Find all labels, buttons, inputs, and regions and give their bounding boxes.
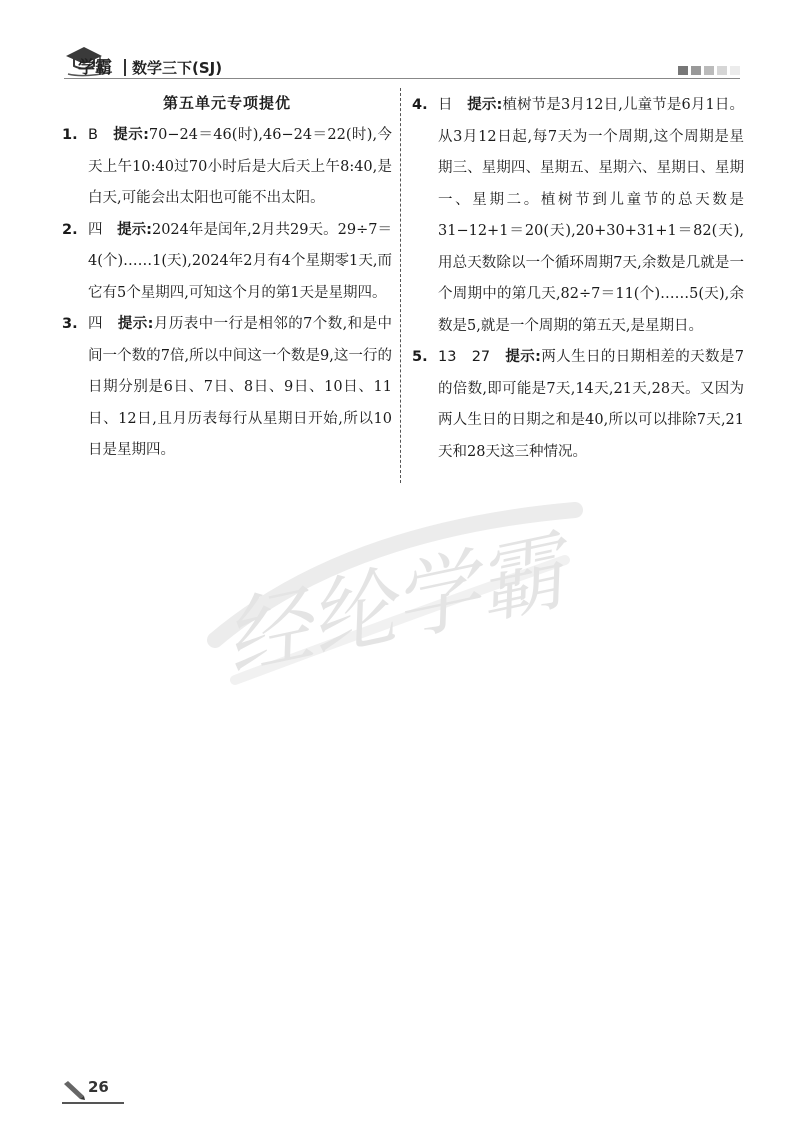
pencil-icon bbox=[62, 1080, 86, 1100]
header-separator bbox=[124, 59, 126, 76]
answer-value: B bbox=[88, 127, 98, 143]
footer-rule bbox=[62, 1102, 124, 1104]
answer-item-4 bbox=[412, 90, 744, 342]
book-title: 数学三下(SJ) bbox=[132, 59, 223, 77]
item-number: 5. bbox=[412, 349, 428, 365]
logo-text: 学霸 bbox=[78, 58, 112, 78]
answer-item-3 bbox=[62, 309, 392, 467]
hint-label: 提示: bbox=[467, 97, 503, 113]
left-column bbox=[62, 90, 392, 467]
item-number: 1. bbox=[62, 127, 78, 143]
header-decoration bbox=[678, 66, 740, 75]
answer-value: 四 bbox=[88, 221, 103, 238]
page-footer bbox=[62, 1076, 132, 1106]
hint-text: 月历表中一行是相邻的7个数,和是中间一个数的7倍,所以中间这一个数是9,这一行的日期分别是6日、7日、8日、9日、10日、11日、12日,且月历表每行从星期日开始,所以10日是星期四。 bbox=[88, 316, 392, 458]
header-rule bbox=[64, 78, 740, 79]
column-divider bbox=[400, 88, 401, 483]
item-number: 2. bbox=[62, 221, 78, 238]
brand-logo bbox=[64, 44, 118, 78]
answer-value: 日 bbox=[438, 97, 453, 113]
hint-text: 两人生日的日期相差的天数是7的倍数,即可能是7天,14天,21天,28天。又因为两人生日的日期之和是40,所以可以排除7天,21天和28天这三种情况。 bbox=[438, 349, 744, 460]
hint-text: 70−24＝46(时),46−24＝22(时),今天上午10:40过70小时后是大后天上午8:40,是白天,可能会出太阳也可能不出太阳。 bbox=[88, 127, 392, 206]
hint-label: 提示: bbox=[113, 127, 149, 143]
answer-item-2 bbox=[62, 215, 392, 310]
hint-text: 植树节是3月12日,儿童节是6月1日。从3月12日起,每7天为一个周期,这个周期是星期三、星期四、星期五、星期六、星期日、星期一、星期二。植树节到儿童节的总天数是31−12+1＝20(天),20+30+31+1＝82(天),用总天数除以一个循环周期7天,余数是几就是一个周期中的第几天,82÷7＝11(个)……5(天),余数是5,就是一个周期的第五天,是星期日。 bbox=[438, 97, 744, 334]
answer-item-5 bbox=[412, 342, 744, 468]
right-column bbox=[412, 90, 744, 468]
hint-label: 提示: bbox=[117, 221, 152, 238]
page-header bbox=[64, 44, 740, 78]
item-number: 4. bbox=[412, 97, 428, 113]
section-title: 第五单元专项提优 bbox=[162, 94, 291, 112]
watermark bbox=[195, 470, 595, 710]
hint-label: 提示: bbox=[505, 349, 541, 365]
page-number: 26 bbox=[88, 1078, 109, 1096]
hint-label: 提示: bbox=[117, 316, 154, 332]
answer-value: 13 27 bbox=[438, 349, 491, 365]
watermark-text: 经纶学霸 bbox=[215, 521, 573, 691]
item-number: 3. bbox=[62, 316, 78, 332]
answer-value: 四 bbox=[88, 316, 103, 332]
hint-text: 2024年是闰年,2月共29天。29÷7＝4(个)……1(天),2024年2月有4个星期零1天,而它有5个星期四,可知这个月的第1天是星期四。 bbox=[88, 221, 392, 301]
answer-item-1 bbox=[62, 120, 392, 215]
